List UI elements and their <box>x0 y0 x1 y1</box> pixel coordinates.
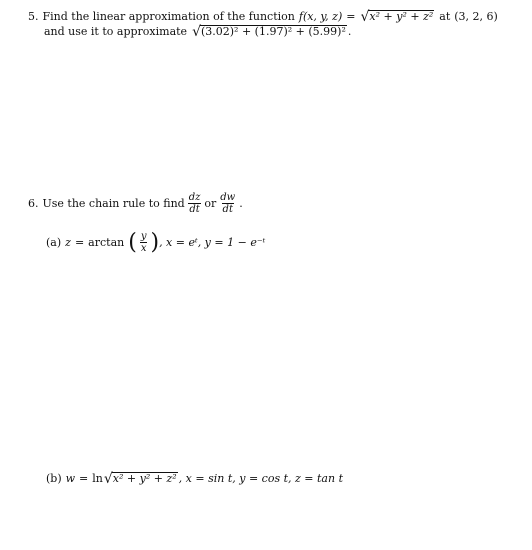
approx-sqrt-expression <box>192 25 347 38</box>
fraction-numerator: y <box>140 231 147 242</box>
end-period: . <box>347 25 352 38</box>
fraction-dz-dt <box>188 192 202 215</box>
fraction-numerator: dw <box>220 192 236 203</box>
fraction-denominator: dt <box>222 204 233 215</box>
or-word: or <box>204 197 217 210</box>
function-args: (x, y, z) <box>302 10 343 23</box>
at-word: at <box>439 10 451 23</box>
sqrt-sign: √ <box>360 9 370 25</box>
fraction-y-x <box>140 231 148 254</box>
problem-5-number: 5. <box>28 10 39 23</box>
part-a-function: arctan <box>88 236 125 249</box>
sqrt-radicand: x² + y² + z² <box>369 10 434 23</box>
part-a-lhs: z <box>65 236 71 249</box>
problem-6-statement: Use the chain rule to find <box>42 197 185 210</box>
part-a-label: (a) <box>46 236 62 249</box>
equals-sign: = <box>346 10 356 23</box>
problem-5-line-2 <box>44 25 351 38</box>
part-a-substitutions: , x = eᵗ, y = 1 − e⁻ᵗ <box>159 236 266 249</box>
problem-5-statement-2: and use it to approximate <box>44 25 188 38</box>
evaluation-point: (3, 2, 6) <box>454 10 498 23</box>
part-b-function: ln <box>92 472 103 485</box>
part-b-equals: = <box>79 472 89 485</box>
fraction-denominator: x <box>140 243 147 254</box>
part-b-lhs: w <box>65 472 76 485</box>
function-name: f <box>298 10 303 23</box>
problem-6-part-a <box>46 231 265 254</box>
sqrt-sign: √ <box>103 471 113 487</box>
part-a-paren-group <box>128 231 159 254</box>
part-b-substitutions: , x = sin t, y = cos t, z = tan t <box>178 472 343 485</box>
approx-radicand: (3.02)² + (1.97)² + (5.99)² <box>200 25 346 38</box>
problem-5-statement: Find the linear approximation of the function <box>42 10 295 23</box>
sqrt-radicand: x² + y² + z² <box>112 472 177 485</box>
problem-6-part-b <box>46 472 343 485</box>
part-b-label: (b) <box>46 472 62 485</box>
problem-6-intro <box>28 192 243 215</box>
fraction-denominator: dt <box>189 204 200 215</box>
fraction-numerator: dz <box>188 192 201 203</box>
end-period: . <box>239 197 243 210</box>
fraction-dw-dt <box>219 192 236 215</box>
right-paren: ) <box>150 229 160 255</box>
part-b-sqrt-expression <box>104 472 178 485</box>
part-a-equals: = <box>74 236 85 249</box>
sqrt-sign: √ <box>192 24 201 40</box>
sqrt-expression <box>360 10 434 23</box>
problem-6-number: 6. <box>28 197 39 210</box>
problem-5-line-1 <box>28 10 498 23</box>
left-paren: ( <box>128 229 137 255</box>
